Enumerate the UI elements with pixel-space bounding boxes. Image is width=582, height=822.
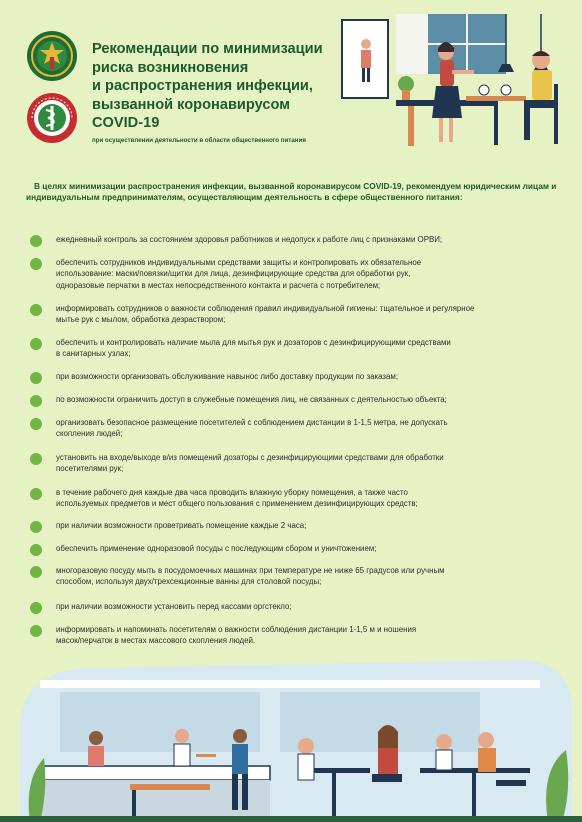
page-subtitle: при осуществлении деятельности в области общественного питания	[92, 137, 306, 144]
item-line: информировать сотрудников о важности соблюдения правил индивидуальной гигиены: тщательное и регулярное	[56, 304, 475, 313]
item-line: информировать и напоминать посетителям о важности соблюдения дистанции 1-1,5 м и ношения	[56, 625, 417, 634]
bullet-icon	[30, 235, 42, 247]
item-line: посетителями рук;	[56, 464, 124, 474]
item-text	[56, 394, 552, 405]
bullet-icon	[30, 625, 42, 637]
bullet-icon	[30, 453, 42, 465]
bullet-icon	[30, 566, 42, 578]
bullet-icon	[30, 544, 42, 556]
item-line: в течение рабочего дня каждые два часа проводить влажную уборку помещения, а также часто	[56, 488, 408, 497]
intro-paragraph: В целях минимизации распространения инфекции, вызванной коронавирусом COVID-19, рекомендуем юридическим лицам и индивидуальным предпринимателям, осуществляющим деятельность в сфере общественного питания:	[26, 181, 557, 203]
item-text	[56, 520, 552, 531]
item-text	[56, 303, 552, 326]
item-line: способом, используя двух/трехсекционные ванны для столовой посуды;	[56, 577, 322, 587]
cafeteria-counter-and-diners-illustration	[0, 650, 582, 822]
page-title	[92, 40, 352, 133]
item-line: одноразовые перчатки в местах непосредственного контакта и расчета с потребителем;	[56, 280, 381, 290]
item-text	[56, 371, 552, 382]
item-line: при наличии возможности проветривать помещение каждые 2 часа;	[56, 521, 307, 530]
item-text	[56, 487, 552, 510]
item-line: масок/перчаток в местах массового скопления людей.	[56, 636, 256, 646]
item-line: скопления людей;	[56, 429, 123, 439]
item-text	[56, 565, 552, 588]
bullet-icon	[30, 338, 42, 350]
item-line: использование: маски/повязки/щитки для лица, дезинфицирующие средства для обработки рук,	[56, 269, 411, 279]
cafe-waitress-serving-customer-illustration	[336, 14, 576, 154]
bullet-icon	[30, 372, 42, 384]
item-line: установить на входе/выходе в/из помещений дозаторы с дезинфицирующими средствами для обработки	[56, 453, 444, 462]
title-line: Рекомендации по минимизации	[92, 41, 323, 57]
bullet-icon	[30, 488, 42, 500]
item-text	[56, 543, 552, 554]
bullet-icon	[30, 418, 42, 430]
item-line: обеспечить и контролировать наличие мыла для мытья рук и дозаторов с дезинфицирующими средствами	[56, 338, 451, 347]
item-text	[56, 452, 552, 475]
bullet-icon	[30, 258, 42, 270]
item-line: обеспечить применение одноразовой посуды с последующим сбором и уничтожением;	[56, 544, 377, 553]
item-line: ежедневный контроль за состоянием здоровья работников и недопуск к работе лиц с признаками ОРВИ;	[56, 235, 443, 244]
bullet-icon	[30, 521, 42, 533]
sanitary-service-emblem-icon	[26, 92, 78, 144]
title-line: риска возникновения	[92, 59, 249, 76]
bullet-icon	[30, 395, 42, 407]
item-line: при наличии возможности установить перед кассами оргстекло;	[56, 602, 292, 611]
ministry-emblem-icon	[26, 30, 78, 82]
item-text	[56, 234, 552, 245]
title-line: COVID-19	[92, 115, 160, 131]
item-text	[56, 601, 552, 612]
item-text	[56, 337, 552, 360]
item-line: по возможности ограничить доступ в служебные помещения лиц, не связанных с деятельностью объекта;	[56, 395, 447, 404]
item-line: в санитарных узлах;	[56, 349, 131, 359]
item-line: используемых предметов и мест общего пользования с применением дезинфицирующих средств;	[56, 499, 418, 509]
item-line: при возможности организовать обслуживание навынос либо доставку продукции по заказам;	[56, 372, 399, 381]
item-line: обеспечить сотрудников индивидуальными средствами защиты и контролировать их обязательное	[56, 258, 422, 267]
item-line: организовать безопасное размещение посетителей с соблюдением дистанции в 1-1,5 метра, не допускать	[56, 418, 448, 427]
item-line: мытье рук с мылом, обработка дезраствором;	[56, 315, 226, 325]
title-line: вызванной коронавирусом	[92, 96, 290, 113]
item-line: многоразовую посуду мыть в посудомоечных машинах при температуре не ниже 65 градусов или ручным	[56, 566, 445, 575]
item-text	[56, 624, 552, 647]
bullet-icon	[30, 304, 42, 316]
item-text	[56, 257, 552, 291]
bullet-icon	[30, 602, 42, 614]
item-text	[56, 417, 552, 440]
title-line: и распространения инфекции,	[92, 78, 313, 94]
